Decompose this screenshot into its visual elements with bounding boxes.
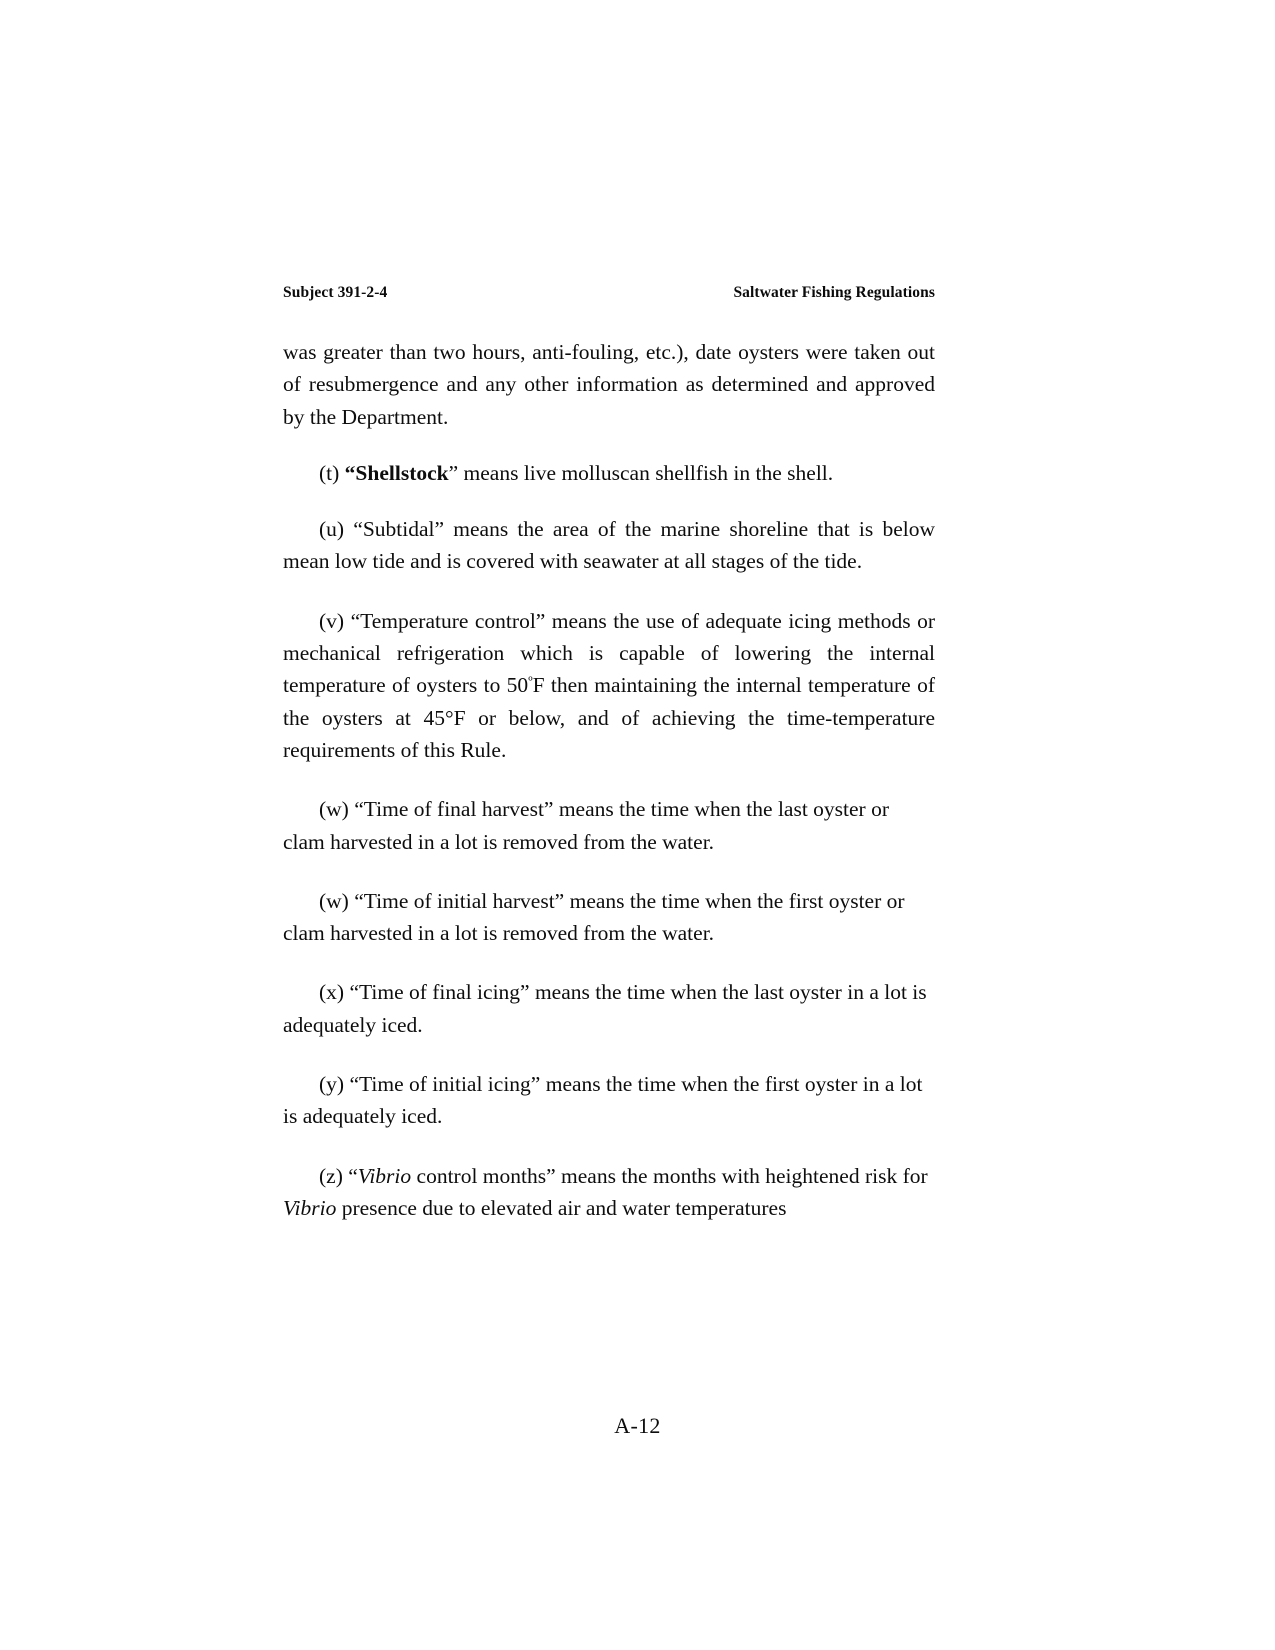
paragraph-t-term: Shellstock [355, 460, 449, 485]
paragraph-w-final-text: “Time of final harvest” means the time when the last oyster or clam harvested in a lot is removed from the water. [283, 797, 890, 854]
paragraph-w-initial-marker: (w) [319, 888, 349, 913]
paragraph-y-time-of-initial-icing [283, 1068, 935, 1133]
paragraph-v-part2: F then maintaining the internal temperature of the oysters at 45°F or below, and of achieving the time-temperature requirements of this Rule. [283, 673, 935, 762]
paragraph-z-vibrio-control-months [283, 1160, 935, 1225]
paragraph-x-text: “Time of final icing” means the time when the last oyster in a lot is adequately iced. [283, 980, 927, 1037]
paragraph-w-final-marker: (w) [319, 797, 349, 822]
paragraph-t-marker: (t) [319, 460, 340, 485]
paragraph-z-term-vibrio-1: Vibrio [357, 1163, 412, 1188]
paragraph-v-marker: (v) [319, 608, 345, 633]
paragraph-t-quote-close: ” [448, 460, 459, 485]
header-subject: Subject 391-2-4 [283, 284, 388, 301]
paragraph-w-time-of-initial-harvest [283, 885, 935, 950]
paragraph-x-time-of-final-icing [283, 976, 935, 1041]
paragraph-continuation: was greater than two hours, anti-fouling, etc.), date oysters were taken out of resubmergence and any other information as determined and approved by the Department. [283, 340, 935, 429]
paragraph-u-subtidal [283, 513, 935, 578]
paragraph-u-text: “Subtidal” means the area of the marine shoreline that is below mean low tide and is covered with seawater at all stages of the tide. [283, 517, 935, 574]
paragraph-t-quote-open: “ [344, 460, 356, 485]
paragraph-t-rest: means live molluscan shellfish in the shell. [458, 460, 834, 485]
paragraph-y-marker: (y) [319, 1072, 345, 1097]
paragraph-t-shellstock [283, 457, 935, 489]
paragraph-v-part1: “Temperature control” means the use of adequate icing methods or mechanical refrigeration which is capable of lowering the internal temperature of oysters to 50 [283, 608, 936, 698]
paragraph-y-text: “Time of initial icing” means the time when the first oyster in a lot is adequately iced. [283, 1072, 923, 1129]
paragraph-x-marker: (x) [319, 980, 345, 1005]
body-text-column [283, 336, 935, 1245]
paragraph-w-time-of-final-harvest [283, 793, 935, 858]
page-number: A-12 [614, 1413, 661, 1438]
paragraph-z-mid1: control months” means the months with heightened risk for [411, 1163, 928, 1188]
paragraph-u-marker: (u) [319, 517, 345, 542]
paragraph-z-quote-open: “ [348, 1163, 358, 1188]
paragraph-v-temperature-control [283, 605, 935, 766]
paragraph-w-initial-text: “Time of initial harvest” means the time when the first oyster or clam harvested in a lot is removed from the water. [283, 888, 905, 946]
paragraph-z-marker: (z) [319, 1163, 343, 1188]
header-title: Saltwater Fishing Regulations [733, 284, 935, 301]
paragraph-z-term-vibrio-2: Vibrio [283, 1195, 337, 1220]
ordinal-degree-symbol: º [528, 674, 533, 691]
running-head [283, 284, 935, 302]
paragraph-z-mid2: presence due to elevated air and water temperatures [336, 1195, 787, 1220]
